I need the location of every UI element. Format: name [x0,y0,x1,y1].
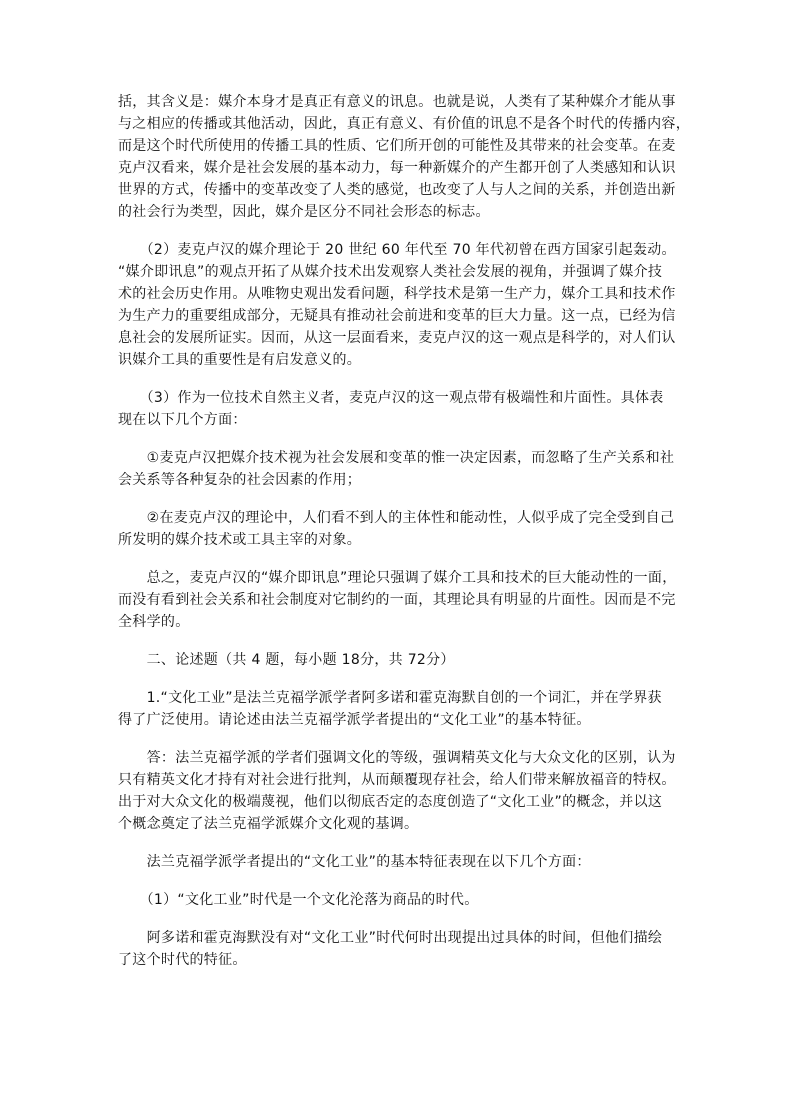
text-line: 息社会的发展所证实。因而，从这一层面看来，麦克卢汉的这一观点是科学的，对人们认 [118,330,676,346]
paragraph [118,387,698,431]
text-line: 会关系等各种复杂的社会因素的作用； [118,472,362,488]
text-line: 而没有看到社会关系和社会制度对它制约的一面，其理论具有明显的片面性。因而是不完 [118,592,676,608]
paragraph [118,687,698,731]
text-line: 而是这个时代所使用的传播工具的性质、它们所开创的可能性及其带来的社会变革。在麦 [118,138,676,154]
paragraph [118,91,698,223]
paragraph [118,889,698,911]
text-line: 现在以下几个方面： [118,412,247,428]
paragraph [118,239,698,371]
text-line: 克卢汉看来，媒介是社会发展的基本动力，每一种新媒介的产生都开创了人类感知和认识 [118,160,676,176]
text-line: 识媒介工具的重要性是有启发意义的。 [118,352,362,368]
paragraph [118,447,698,491]
text-line: ②在麦克卢汉的理论中，人们看不到人的主体性和能动性，人似乎成了完全受到自己 [118,510,675,526]
document-body [118,91,698,987]
text-line: （3）作为一位技术自然主义者，麦克卢汉的这一观点带有极端性和片面性。具体表 [118,390,664,406]
text-line: （2）麦克卢汉的媒介理论于 20 世纪 60 年代至 70 年代初曾在西方国家引起轰动。 [118,242,676,258]
text-line: 得了广泛使用。请论述由法兰克福学派学者提出的“文化工业”的基本特征。 [118,712,591,728]
text-line: 与之相应的传播或其他活动，因此，真正有意义、有价值的讯息不是各个时代的传播内容， [118,116,690,132]
text-line: （1）“文化工业”时代是一个文化沦落为商品的时代。 [118,892,479,908]
text-line: 个概念奠定了法兰克福学派媒介文化观的基调。 [118,816,419,832]
text-line: 世界的方式，传播中的变革改变了人类的感觉，也改变了人与人之间的关系，并创造出新 [118,182,676,198]
text-line: 1.“文化工业”是法兰克福学派学者阿多诺和霍克海默自创的一个词汇，并在学界获 [118,690,662,706]
text-line: 答：法兰克福学派的学者们强调文化的等级，强调精英文化与大众文化的区别，认为 [118,750,676,766]
paragraph [118,567,698,633]
text-line: 所发明的媒介技术或工具主宰的对象。 [118,532,362,548]
text-line: 只有精英文化才持有对社会进行批判，从而颠覆现存社会，给人们带来解放福音的特权。 [118,772,676,788]
paragraph [118,649,698,671]
text-line: 出于对大众文化的极端蔑视，他们以彻底否定的态度创造了“文化工业”的概念，并以这 [118,794,663,810]
text-line: 了这个时代的特征。 [118,952,247,968]
text-line: 括，其含义是：媒介本身才是真正有意义的讯息。也就是说，人类有了某种媒介才能从事 [118,94,676,110]
text-line: 法兰克福学派学者提出的“文化工业”的基本特征表现在以下几个方面： [118,854,591,870]
text-line: “媒介即讯息”的观点开拓了从媒介技术出发观察人类社会发展的视角，并强调了媒介技 [118,264,663,280]
text-line: 的社会行为类型，因此，媒介是区分不同社会形态的标志。 [118,204,490,220]
paragraph [118,927,698,971]
paragraph [118,747,698,835]
text-line: ①麦克卢汉把媒介技术视为社会发展和变革的惟一决定因素，而忽略了生产关系和社 [118,450,675,466]
text-line: 术的社会历史作用。从唯物史观出发看问题，科学技术是第一生产力，媒介工具和技术作 [118,286,676,302]
text-line: 阿多诺和霍克海默没有对“文化工业”时代何时出现提出过具体的时间，但他们描绘 [118,930,663,946]
paragraph [118,851,698,873]
text-line: 全科学的。 [118,614,190,630]
paragraph [118,507,698,551]
text-line: 二、论述题（共 4 题，每小题 18分，共 72分） [118,652,455,668]
text-line: 总之，麦克卢汉的“媒介即讯息”理论只强调了媒介工具和技术的巨大能动性的一面， [118,570,677,586]
text-line: 为生产力的重要组成部分，无疑具有推动社会前进和变革的巨大力量。这一点，已经为信 [118,308,676,324]
